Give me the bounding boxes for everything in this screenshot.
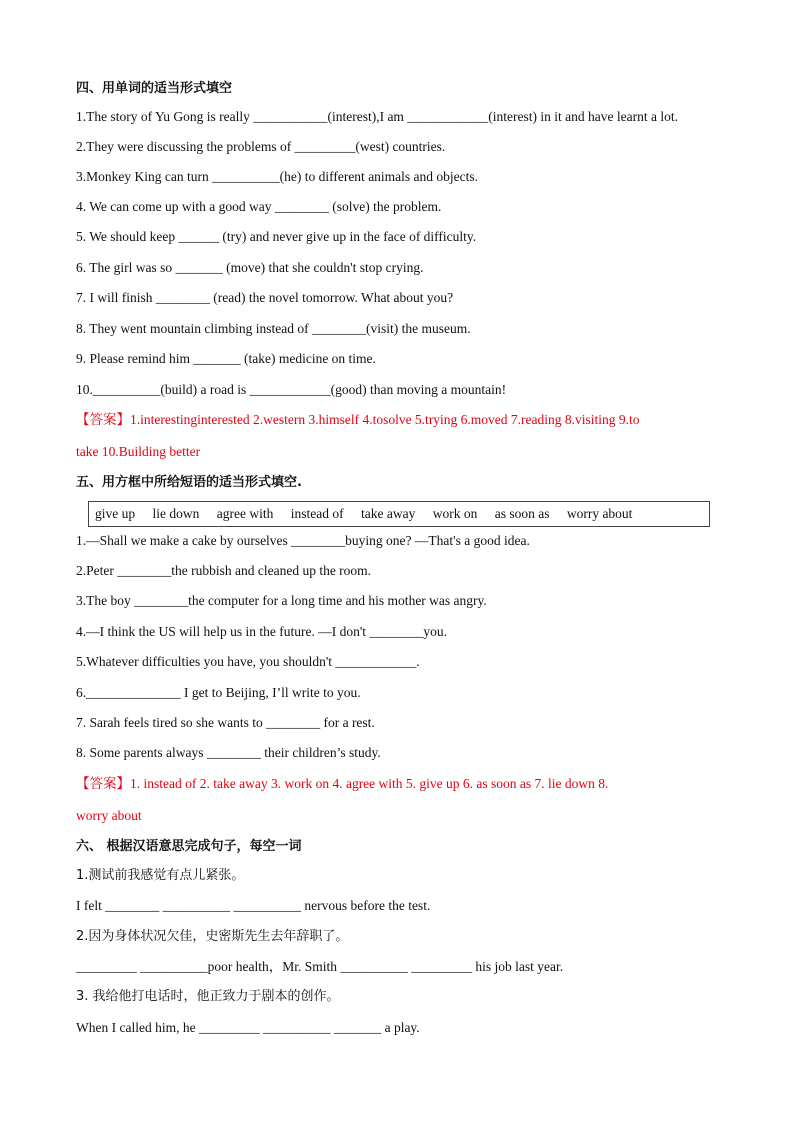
- phrase-box: [88, 501, 710, 527]
- exercise-item: 5. We should keep ______ (try) and never give up in the face of difficulty.: [76, 229, 477, 244]
- english-sentence: I felt ________ __________ __________ nervous before the test.: [76, 898, 431, 913]
- answer-key: 【答案】1. instead of 2. take away 3. work on 4. agree with 5. give up 6. as soon as 7. lie down 8.: [76, 776, 609, 791]
- exercise-item: 4. We can come up with a good way ________ (solve) the problem.: [76, 199, 442, 214]
- exercise-item: 3.Monkey King can turn __________(he) to different animals and objects.: [76, 169, 479, 184]
- exercise-item: 1.The story of Yu Gong is really ___________(interest),I am ____________(interest) in it and have learnt a lot.: [76, 109, 678, 124]
- exercise-item: 1.—Shall we make a cake by ourselves ________buying one? —That's a good idea.: [76, 533, 530, 548]
- phrase-item: give up: [95, 506, 136, 521]
- exercise-item: 3.The boy ________the computer for a long time and his mother was angry.: [76, 593, 487, 608]
- answer-key-continued: take 10.Building better: [76, 444, 201, 459]
- phrase-item: agree with: [216, 506, 274, 521]
- exercise-item: 7. I will finish ________ (read) the novel tomorrow. What about you?: [76, 290, 454, 305]
- phrase-item: worry about: [566, 506, 633, 521]
- phrase-item: take away: [360, 506, 416, 521]
- english-sentence: When I called him, he _________ __________ _______ a play.: [76, 1020, 420, 1035]
- exercise-item: 5.Whatever difficulties you have, you shouldn't ____________.: [76, 654, 420, 669]
- exercise-item: 2.Peter ________the rubbish and cleaned up the room.: [76, 563, 372, 578]
- section6-heading: 六、 根据汉语意思完成句子，每空一词: [76, 839, 302, 854]
- exercise-item: 9. Please remind him _______ (take) medicine on time.: [76, 351, 376, 366]
- section5-heading: 五、用方框中所给短语的适当形式填空.: [76, 475, 302, 490]
- answer-key: 【答案】1.interestinginterested 2.western 3.himself 4.tosolve 5.trying 6.moved 7.reading 8.visiting 9.to: [76, 412, 640, 427]
- exercise-item: 6.______________ I get to Beijing, I’ll write to you.: [76, 685, 361, 700]
- phrase-item: lie down: [152, 506, 200, 521]
- phrase-item: as soon as: [494, 506, 550, 521]
- exercise-item: 7. Sarah feels tired so she wants to ________ for a rest.: [76, 715, 375, 730]
- section4-heading: 四、用单词的适当形式填空: [76, 81, 233, 96]
- phrase-item: instead of: [290, 506, 344, 521]
- exercise-item: 10.__________(build) a road is ____________(good) than moving a mountain!: [76, 382, 507, 397]
- exercise-item: 4.—I think the US will help us in the future. —I don't ________you.: [76, 624, 448, 639]
- english-sentence: _________ __________poor health，Mr. Smith __________ _________ his job last year.: [76, 959, 564, 974]
- phrase-item: work on: [432, 506, 478, 521]
- answer-key-continued: worry about: [76, 808, 142, 823]
- chinese-prompt: 2.因为身体状况欠佳，史密斯先生去年辞职了。: [76, 929, 349, 944]
- chinese-prompt: 3. 我给他打电话时，他正致力于剧本的创作。: [76, 989, 340, 1004]
- exercise-item: 2.They were discussing the problems of _________(west) countries.: [76, 139, 446, 154]
- exercise-item: 8. They went mountain climbing instead of ________(visit) the museum.: [76, 321, 471, 336]
- exercise-item: 6. The girl was so _______ (move) that she couldn't stop crying.: [76, 260, 424, 275]
- exercise-item: 8. Some parents always ________ their children’s study.: [76, 745, 381, 760]
- chinese-prompt: 1.测试前我感觉有点儿紧张。: [76, 868, 245, 883]
